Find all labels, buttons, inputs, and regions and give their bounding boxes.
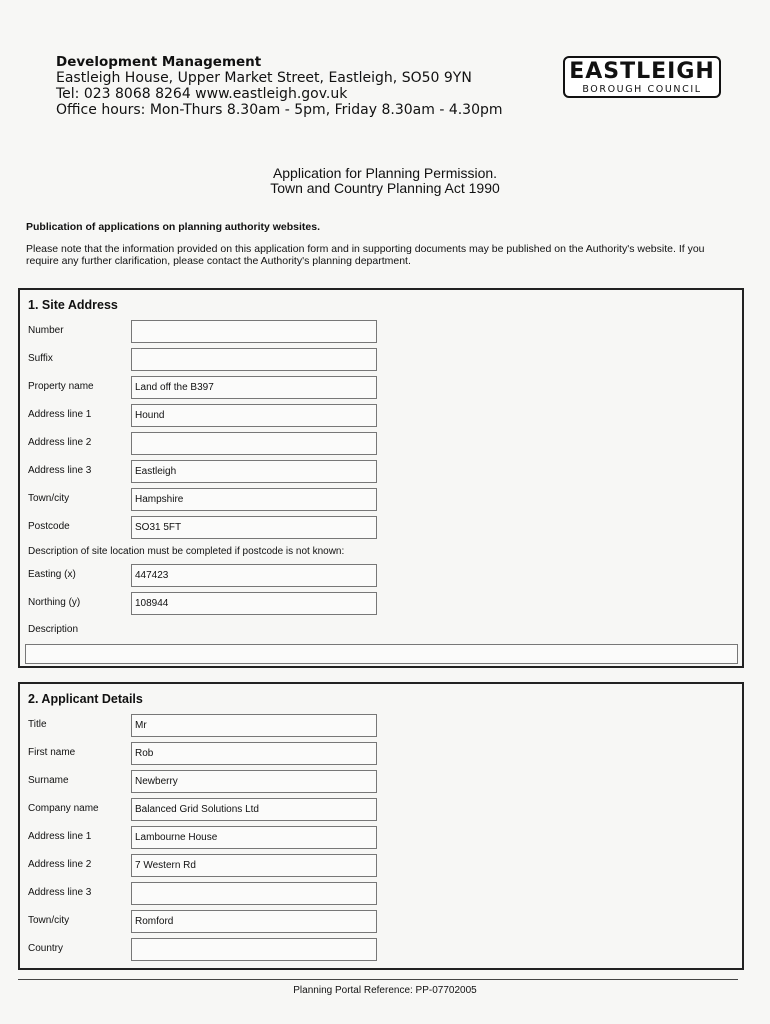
applicant-company-name-label: Company name [28, 803, 99, 814]
applicant-country-field[interactable] [131, 938, 377, 961]
applicant-title-field[interactable]: Mr [131, 714, 377, 737]
applicant-address-line-1-label: Address line 1 [28, 831, 92, 842]
logo-sub-text: BOROUGH COUNCIL [582, 84, 702, 95]
site-description-field[interactable] [25, 644, 738, 664]
site-suffix-field[interactable] [131, 348, 377, 371]
site-easting-x-field[interactable]: 447423 [131, 564, 377, 587]
applicant-details-section [18, 682, 744, 970]
site-town-city-label: Town/city [28, 493, 70, 504]
site-address-line-3-field[interactable]: Eastleigh [131, 460, 377, 483]
site-easting-x-label: Easting (x) [28, 569, 76, 580]
site-northing-y-field[interactable]: 108944 [131, 592, 377, 615]
publication-heading: Publication of applications on planning authority websites. [26, 221, 321, 233]
site-suffix-label: Suffix [28, 353, 53, 364]
applicant-address-line-3-field[interactable] [131, 882, 377, 905]
site-address-line-3-label: Address line 3 [28, 465, 92, 476]
form-subtitle: Town and Country Planning Act 1990 [270, 180, 500, 196]
applicant-title-label: Title [28, 719, 47, 730]
site-description-label: Description [28, 624, 79, 635]
applicant-company-name-field[interactable]: Balanced Grid Solutions Ltd [131, 798, 377, 821]
applicant-address-line-2-label: Address line 2 [28, 859, 92, 870]
site-address-line-2-field[interactable] [131, 432, 377, 455]
site-address-section [18, 288, 744, 668]
contact-line: Tel: 023 8068 8264 www.eastleigh.gov.uk [56, 86, 348, 102]
applicant-surname-label: Surname [28, 775, 69, 786]
site-property-name-field[interactable]: Land off the B397 [131, 376, 377, 399]
site-town-city-field[interactable]: Hampshire [131, 488, 377, 511]
portal-reference: Planning Portal Reference: PP-07702005 [293, 985, 477, 996]
site-address-line-2-label: Address line 2 [28, 437, 92, 448]
publication-text: Please note that the information provided on this application form and in supporting documents may be published on the Authority's website. If you require any further clarification, please contact the Authority's planning department. [26, 243, 705, 267]
footer-divider [18, 979, 738, 980]
applicant-town-city-field[interactable]: Romford [131, 910, 377, 933]
applicant-address-line-2-field[interactable]: 7 Western Rd [131, 854, 377, 877]
site-address-line-1-label: Address line 1 [28, 409, 92, 420]
applicant-details-title: 2. Applicant Details [28, 692, 143, 706]
department-name: Development Management [56, 54, 262, 70]
site-property-name-label: Property name [28, 381, 94, 392]
applicant-address-line-1-field[interactable]: Lambourne House [131, 826, 377, 849]
site-number-label: Number [28, 325, 64, 336]
site-northing-y-label: Northing (y) [28, 597, 81, 608]
applicant-town-city-label: Town/city [28, 915, 70, 926]
applicant-first-name-field[interactable]: Rob [131, 742, 377, 765]
site-postcode-field[interactable]: SO31 5FT [131, 516, 377, 539]
applicant-country-label: Country [28, 943, 64, 954]
site-location-note: Description of site location must be completed if postcode is not known: [28, 546, 345, 557]
site-address-title: 1. Site Address [28, 298, 118, 312]
council-logo [563, 56, 721, 98]
applicant-surname-field[interactable]: Newberry [131, 770, 377, 793]
form-title: Application for Planning Permission. [272, 165, 498, 181]
applicant-first-name-label: First name [28, 747, 76, 758]
logo-main-text: EASTLEIGH [569, 59, 715, 84]
site-number-field[interactable] [131, 320, 377, 343]
applicant-address-line-3-label: Address line 3 [28, 887, 92, 898]
site-postcode-label: Postcode [28, 521, 70, 532]
office-hours: Office hours: Mon-Thurs 8.30am - 5pm, Friday 8.30am - 4.30pm [56, 102, 503, 118]
site-address-line-1-field[interactable]: Hound [131, 404, 377, 427]
office-address: Eastleigh House, Upper Market Street, Eastleigh, SO50 9YN [56, 70, 472, 86]
